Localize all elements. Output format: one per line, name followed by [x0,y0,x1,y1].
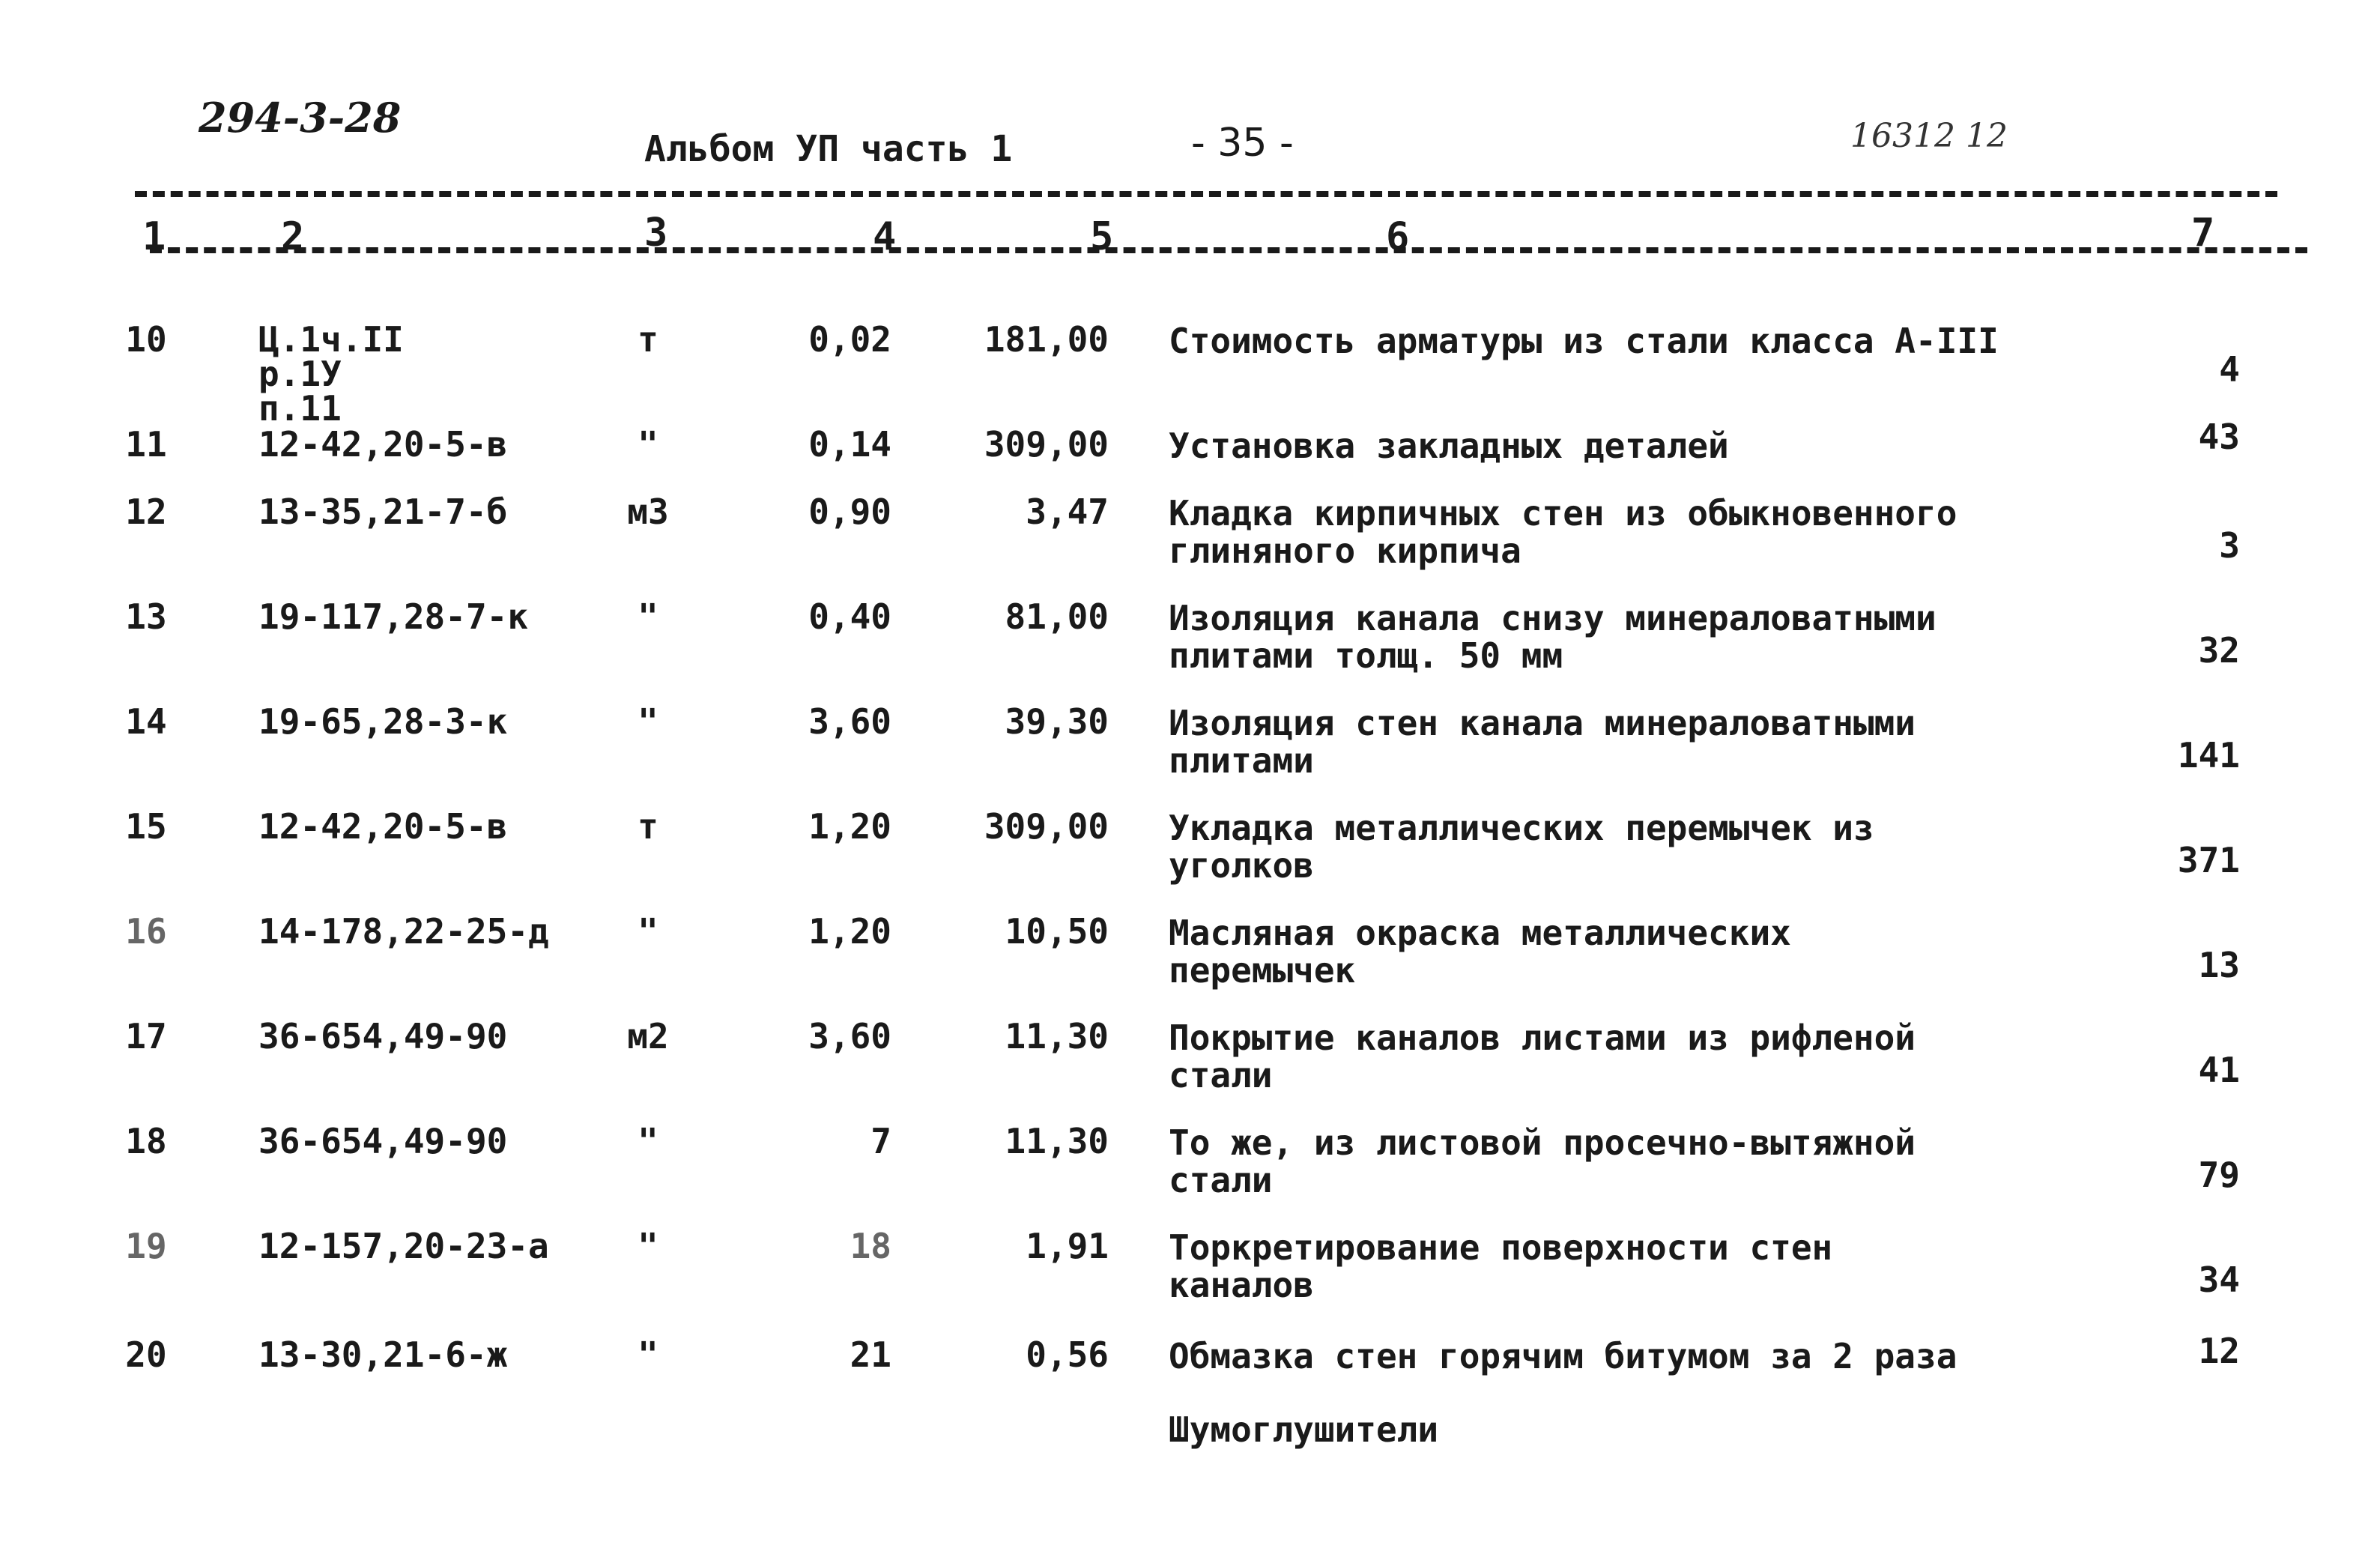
table-row [0,701,2380,809]
unit: " [638,596,658,637]
column-number-6: 6 [1386,214,1410,259]
table-row [0,911,2380,1019]
quantity: 0,40 [808,596,891,637]
unit: " [638,424,658,465]
unit: " [638,701,658,742]
column-number-1: 1 [142,214,166,259]
quantity: 0,14 [808,424,891,465]
row-number: 17 [125,1016,167,1056]
table-row [0,806,2380,914]
norm-code: 19-117,28-7-к [258,596,529,637]
unit: " [638,1334,658,1375]
unit-price: 181,00 [984,319,1109,360]
total-cost: 4 [2219,349,2240,390]
norm-code: 36-654,49-90 [258,1121,508,1161]
norm-code: 14-178,22-25-д [258,911,549,952]
row-number: 15 [125,806,167,847]
row-number: 10 [125,319,167,360]
sheet-reference: 16312 12 [1850,117,2008,155]
norm-code: 12-157,20-23-а [258,1226,549,1266]
table-row [0,492,2380,599]
unit-price: 309,00 [984,424,1109,465]
document-code: 294-3-28 [199,94,402,142]
work-description: Стоимость арматуры из стали класса А-III [1169,321,1999,361]
row-number: 13 [125,596,167,637]
work-description: Установка закладных деталей [1169,426,1729,466]
unit: м2 [627,1016,669,1056]
row-number: 14 [125,701,167,742]
unit: м3 [627,492,669,532]
page-number: - 35 - [1191,121,1294,166]
total-cost: 43 [2198,417,2240,457]
quantity: 1,20 [808,911,891,952]
unit: т [638,319,658,360]
unit-price: 10,50 [1005,911,1109,952]
unit: " [638,1226,658,1266]
total-cost: 12 [2198,1331,2240,1371]
table-row [0,1016,2380,1124]
work-description: То же, из листовой просечно-вытяжной стали [1169,1122,1916,1200]
norm-code: Ц.1ч.II р.1У п.11 [258,319,404,429]
norm-code: 13-35,21-7-б [258,492,508,532]
row-number: 11 [125,424,167,465]
quantity: 18 [850,1226,891,1266]
section-heading: Шумоглушители [1169,1409,1439,1450]
quantity: 3,60 [808,701,891,742]
total-cost: 41 [2198,1050,2240,1090]
quantity: 3,60 [808,1016,891,1056]
row-number: 19 [125,1226,167,1266]
unit-price: 3,47 [1026,492,1109,532]
total-cost: 371 [2177,840,2240,880]
norm-code: 36-654,49-90 [258,1016,508,1056]
row-number: 20 [125,1334,167,1375]
quantity: 1,20 [808,806,891,847]
unit-price: 11,30 [1005,1016,1109,1056]
quantity: 21 [850,1334,891,1375]
album-title: Альбом УП часть 1 [644,128,1013,170]
row-number: 18 [125,1121,167,1161]
norm-code: 12-42,20-5-в [258,424,508,465]
total-cost: 13 [2198,945,2240,985]
quantity: 0,02 [808,319,891,360]
total-cost: 34 [2198,1260,2240,1300]
unit: т [638,806,658,847]
norm-code: 13-30,21-6-ж [258,1334,508,1375]
unit-price: 0,56 [1026,1334,1109,1375]
quantity: 7 [870,1121,891,1161]
quantity: 0,90 [808,492,891,532]
unit: " [638,1121,658,1161]
row-number: 16 [125,911,167,952]
work-description: Покрытие каналов листами из рифленой стали [1169,1018,1916,1095]
unit-price: 1,91 [1026,1226,1109,1266]
unit-price: 309,00 [984,806,1109,847]
column-number-3: 3 [644,211,668,256]
work-description: Изоляция канала снизу минераловатными плитами толщ. 50 мм [1169,598,1937,676]
work-description: Масляная окраска металлических перемычек [1169,913,1791,991]
unit-price: 39,30 [1005,701,1109,742]
total-cost: 3 [2219,525,2240,566]
total-cost: 141 [2177,735,2240,776]
column-number-4: 4 [873,214,897,259]
column-number-7: 7 [2191,211,2215,256]
table-row [0,596,2380,704]
total-cost: 32 [2198,630,2240,671]
header-rule-columns [150,247,2307,253]
norm-code: 19-65,28-3-к [258,701,508,742]
table-row [0,319,2380,429]
column-number-2: 2 [281,214,305,259]
table-row [0,1121,2380,1229]
unit: " [638,911,658,952]
unit-price: 81,00 [1005,596,1109,637]
table-row [0,1226,2380,1334]
column-number-5: 5 [1090,214,1114,259]
work-description: Кладка кирпичных стен из обыкновенного глиняного кирпича [1169,493,1957,571]
norm-code: 12-42,20-5-в [258,806,508,847]
work-description: Укладка металлических перемычек из уголков [1169,808,1874,886]
work-description: Изоляция стен канала минераловатными плитами [1169,703,1916,781]
total-cost: 79 [2198,1155,2240,1195]
unit-price: 11,30 [1005,1121,1109,1161]
work-description: Обмазка стен горячим битумом за 2 раза [1169,1336,1957,1376]
header-rule-top [135,191,2277,197]
row-number: 12 [125,492,167,532]
work-description: Торкретирование поверхности стен каналов [1169,1227,1833,1305]
